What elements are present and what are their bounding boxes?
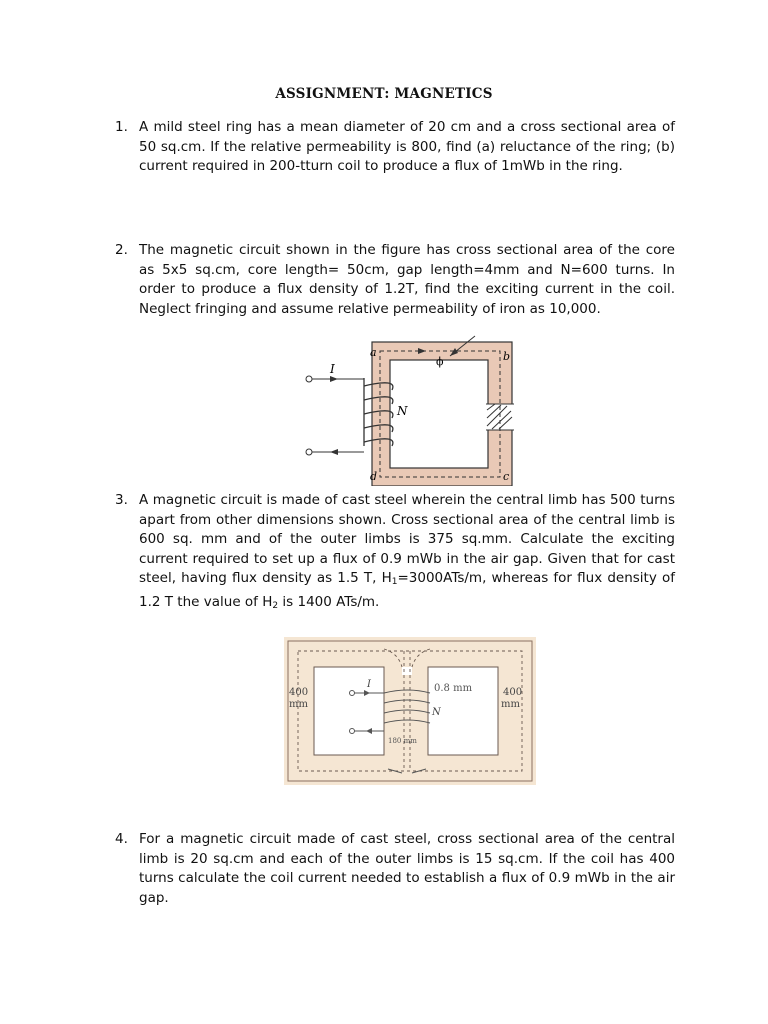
question-number: 4. (115, 831, 128, 847)
label-phi: ϕ (436, 355, 444, 368)
question-number: 3. (115, 492, 128, 508)
terminal-icon (306, 449, 312, 455)
label-turns: N (432, 707, 441, 718)
question-4 (115, 830, 675, 908)
label-d: d (370, 470, 378, 483)
dim-right-value: 400 (503, 687, 523, 698)
question-number: 2. (115, 242, 128, 258)
question-text: A magnetic circuit is made of cast steel wherein the central limb has 500 turns apart from other dimensions shown. Cross sectional area of the central limb is 600 sq. mm and of the outer limbs is 375 sq.mm. Calculate the exciting current required to set up a flux of 0.9 mWb in the air gap. Given that for cast steel, having flux density as 1.5 T, $H_1=3000ATs/m$, whereas for flux density of 1.2 T the value of $H_2$ is 1400 ATs/m. (139, 492, 675, 611)
question-text: The magnetic circuit shown in the figure has cross sectional area of the core as 5x5 sq.cm, core length= 50cm, gap length=4mm and N=600 turns. In order to produce a flux density of 1.2T, find the exciting current in the coil. Neglect fringing and assume relative permeability of iron as 10,000. (139, 242, 675, 317)
question-number: 1. (115, 119, 128, 135)
core-window-left (314, 667, 384, 755)
air-gap (402, 667, 412, 675)
dim-right-unit: mm (501, 699, 520, 710)
question-3 (115, 491, 675, 617)
center-dim-label: 180 mm (388, 737, 417, 745)
magnetic-circuit-figure-1 (300, 334, 514, 486)
dim-left-unit: mm (289, 699, 308, 710)
current-arrow-icon (330, 376, 338, 382)
label-b: b (503, 350, 511, 363)
magnetic-circuit-figure-2 (284, 637, 536, 785)
gap-label: 0.8 mm (434, 683, 473, 694)
dim-left-value: 400 (289, 687, 309, 698)
label-c: c (503, 470, 510, 483)
question-2 (115, 241, 675, 319)
document-title: ASSIGNMENT: MAGNETICS (275, 86, 493, 102)
question-text: For a magnetic circuit made of cast steel, cross sectional area of the central limb is 20 sq.cm and each of the outer limbs is 15 sq.cm. If the coil has 400 turns calculate the coil current needed to establish a flux of 0.9 mWb in the air gap. (139, 831, 675, 906)
terminal-icon (306, 376, 312, 382)
label-turns: N (397, 404, 408, 418)
label-current: I (367, 679, 371, 690)
question-1 (115, 118, 675, 177)
question-text: A mild steel ring has a mean diameter of 20 cm and a cross sectional area of 50 sq.cm. If the relative permeability is 800, find (a) reluctance of the ring; (b) current required in 200-tturn coil to produce a flux of 1mWb in the ring. (139, 119, 675, 175)
label-a: a (370, 346, 377, 359)
label-current: I (330, 362, 335, 376)
